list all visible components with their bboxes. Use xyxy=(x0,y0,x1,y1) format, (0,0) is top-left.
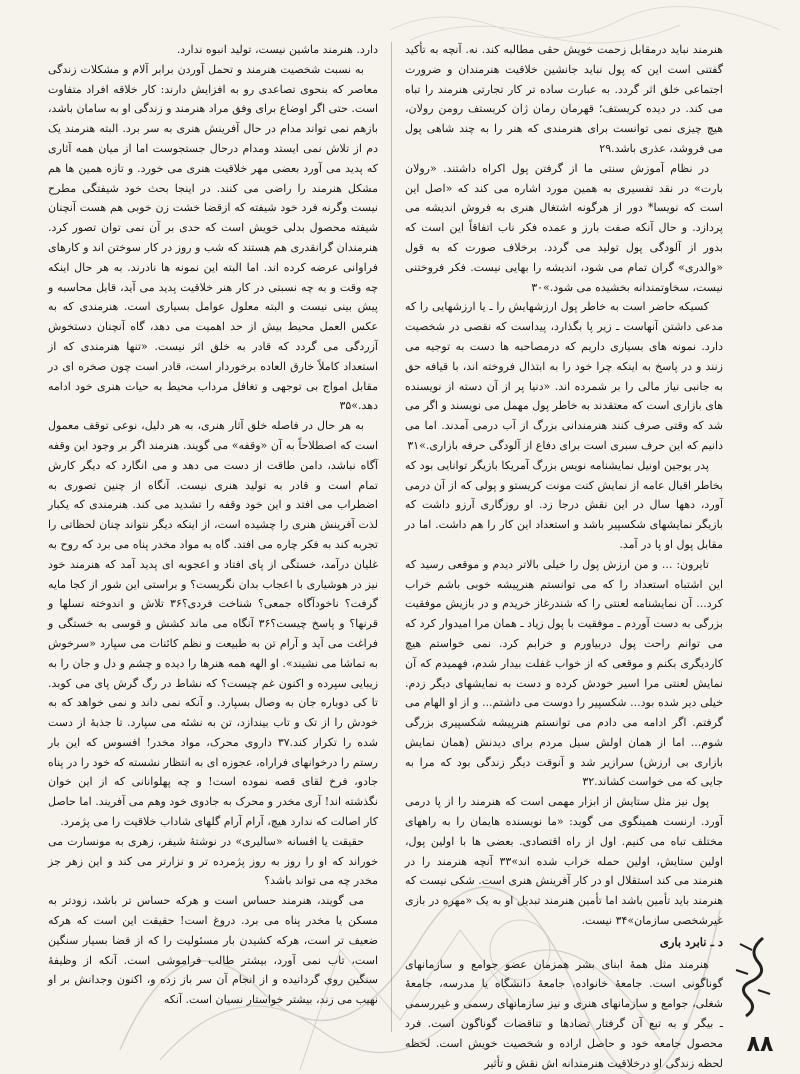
paragraph: در نظام آموزش سنتی ما از گرفتن پول اکراه داشتند. «رولان بارت» در نقد تفسیری به همین مورد اشاره می کند که «اصل این است که نویسا* دور از هرگونه اشتغال هنری به فروش اندیشه می پردازد. و حال آنکه صفت بارز و عمده فکر ناب اتفاقاً این است که بدور از آلودگی پول تولید می گردد. برخلاف صورت که به قول «والدری» گران تمام می شود، اندیشه را بهایی نیست. فکر فروختنی نیست، سخاوتمندانه بخشیده می شود.»۳۰ xyxy=(405,161,723,294)
paragraph: تایرون: ... و من ارزش پول را خیلی بالاتر دیدم و موقعی رسید که این اشتباه استعداد را که می توانستم هنرپیشه خوبی باشم خراب کرد... آن نمایشنامه لعنتی را که شندرغاز خریدم و در بازیش موفقیت بزرگی به دست آوردم ـ موفقیت با پول زیاد ـ همان مرا امیدوار کرد که می توانم راحت پول دربیاورم و خرابم کرد. نمی خواستم هیچ کاردیگری بکنم و موقعی که از خواب غفلت بیدار شدم، فهمیدم که آن نمایش لعنتی مرا اسیر خودش کرده و دست به نمایشهای دیگر زدم. خیلی دیر شده بود... شکسپیر را دوست می داشتم... و از او الهام می گرفتم. اگر ادامه می دادم می توانستم هنرپیشه شکسپیری بزرگی شوم... اما از همان اولش سیل مردم برای دیدنش (همان نمایش بازاری بی ارزش) سرازیر شد و آنوقت دیگر زندگی بود که مرا به جایی که می خواست کشاند.۳۲ xyxy=(405,557,723,789)
paragraph: حقیقت یا افسانه «سالیری» در نوشتهٔ شیفر، زهری به مونسارت می خوراند که او را روز به روز پژمرده تر و نزارتر می کند و این زهر جز مخدر چه می تواند باشد؟ xyxy=(48,834,378,888)
paragraph: می گویند، هنرمند حساس است و هرکه حساس تر باشد، زودتر به مسکن یا مخدر پناه می برد. دروغ است! حقیقت این است که هرکه ضعیف تر است، هرکه کشیدن بار مسئولیت را که از قضا بسیار سنگین است، تاب نمی آورد، بیشتر طالب فراموشی است. آنکه از وظیفهٔ سنگین روی گردانیده و از انجام آن سر باز زده و، اکنون وجدانش بر او نهیب می زند، بیشتر خواستار نسیان است. آنکه xyxy=(48,894,378,1007)
magazine-logo xyxy=(728,930,778,1020)
section-heading: د ـ نابرد باری xyxy=(659,934,723,949)
paragraph: پدر یوجین اونیل نمایشنامه نویس بزرگ آمریکا بازیگر توانایی بود که بخاطر اقبال عامه از نمایش کنت مونت کریستو و پولی که از آن درمی آورد، دهها سال در این نقش درجا زد. او روزگاری آرزو داشت که بازیگر نمایشهای شکسپیر باشد و استعداد این کار را هم داشت. اما در مقابل پول او پا در آمد. xyxy=(405,458,723,551)
paragraph: به نسبت شخصیت هنرمند و تحمل آوردن برابر آلام و مشکلات زندگی معاصر که بنحوی تصاعدی رو به افزایش دارند: کار خلاقه افراد متفاوت است. حتی اگر اوضاع برای وفق مراد هنرمند و زندگی او به سامان باشد، بازهم نمی تواند مدام در حال آفرینش هنری به سر برد. البته هنرمند یک دم از تلاش نمی ایستد ومدام درحال جستجوست اما از میان همه آثاری که پدید می آورد بعضی مهر خلاقیت هنری می خورد. و تازه همین ها هم مشکل هنرمند را راضی می کنند. در اینجا بحث خود شیفتگی مطرح نیست وگرنه فرد خود شیفته که ازقضا خشت زن خوبی هم هست آنچنان شیفته محصول بدلی خویش است که حدی بر آن نمی توان تصور کرد. هنرمندان گرانقدری هم هستند که شب و روز در کار سوختن اند و کارهای فراوانی عرضه کرده اند. اما البته این نمونه ها نادرند. به هر حال اینکه چه وقت و به چه نسبتی در کار هنر خلاقیت پدید می آید، قابل محاسبه و پیش بینی نیست و البته معلول عوامل بسیاری است. هنرمندی که به عکس العمل محیط بیش از حد اهمیت می دهد، گاه آنچنان دستخوش آزردگی می گردد که قادر به خلق اثر نیست. «تنها هنرمندی که از استعداد کاملاً خارق العاده برخوردار است، قادر است چون صخره ای در مقابل امواج بی توجهی و تغافل مرداب محیط به حیات هنری خود ادامه دهد.»۳۵ xyxy=(48,62,378,413)
page-number: ۸۸ xyxy=(746,1032,774,1057)
background-sketch-top xyxy=(380,0,800,45)
paragraph: دارد. هنرمند ماشین نیست، تولید انبوه ندارد. xyxy=(176,43,378,56)
paragraph: به هر حال در فاصله خلق آثار هنری، به هر دلیل، نوعی توقف معمول است که اصطلاحاً به آن «وقفه» می گویند. هنرمند اگر بر وجود این وقفه آگاه نباشد، دامن طاقت از دست می دهد و می انگارد که دیگر کارش تمام است و قادر به تولید هنری نیست. آنگاه از چنین تصوری به اضطراب می افتد و این خود وقفه را تشدید می کند. هنرمندی که یکبار لذت آفرینش هنری را چشیده است، از اینکه دیگر نتواند چنان لحظاتی را تجربه کند به فکر چاره می افتد. گاه به مواد مخدر پناه می برد که روح به غلیان درآمد، خستگی از پای افتاد و اعجوبه ای پدید آمد که هنرمند خود نیز در هوشیاری با اعجاب بدان نگریست؟ و براستی این شور از کجا مایه گرفت؟ ناخودآگاه جمعی؟ شناخت فردی؟۳۶ تلاش و اندوخته نسلها و قرنها؟ و پاسخ چیست؟۳۶ آنگاه می ماند کشش و قوسی به خستگی و فراغت می آید و آرام تن به طبیعت و نظم کائنات می سپارد «سرخوش به تماشا می نشیند». او الهه همه هنرها را دیده و چشم و دل و جان را به زیبایی سپرده و اکنون غم چیست؟ که نشاط در رگ گرش پای می کوبد. تا کی دوباره جان به وصال بسپارد. و آنکه نمی داند و نمی خواهد که به خودش را از تک و تاب بیندازد، تن به نشئه می سپارد. تا جذبهٔ از دست شده را تکرار کند.۳۷ داروی محرک، مواد مخدر! افسوس که این بار رستم را درخوانهای فراراه، عجوزه ای به انتظار نشسته که خود را در پناه جادو، فرخ لقای قصه نموده است! و چه پهلوانانی که از این خوان نگذشته اند! آری مخدر و محرک به جادوی خود وهم می آفریند. اما حاصل کار اصالت که ندارد هیچ، آرام آرام گلهای شاداب خلاقیت را می پژمرد. xyxy=(48,419,378,829)
paragraph: هنرمند نباید درمقابل زحمت خویش حقی مطالبه کند. نه. آنچه به تأکید گفتنی است این که پول نباید جانشین خلاقیت هنرمندان و ضرورت اجتماعی خلق اثر گردد. به عبارت ساده تر کار تجارتی هنرمند را تباه می کند. در دیده کریستف؛ قهرمان رمان ژان کریستف رومن رولان، هیچ چیزی نمی توانست برای هنرمندی که هنر را به چند شاهی پول می فروشد، عذری باشد.۲۹ xyxy=(405,43,723,155)
paragraph: پول نیز مثل ستایش از ابزار مهمی است که هنرمند را از پا درمی آورد. ارنست همینگوی می گوید: «ما نویسنده هایمان را به راههای مختلف تباه می کنیم. اول از راه اقتصادی. بعضی ها با اولین پول، اولین ستایش، اولین حمله خراب شده اند»۳۳ آنچه هنرمند را در هنرمند می کند استقلال او در کار آفرینش هنری است. شکی نیست که هنرمند باید تأمین باشد اما تأمین هنرمند تبدیل او به یک «مهره در بازی غیرشخصی سازمان»۳۴ نیست. xyxy=(405,795,724,928)
paragraph: هنرمند مثل همهٔ ابنای بشر همزمان عضو جوامع و سازمانهای گوناگونی است. جامعهٔ خانواده، جامعهٔ دانشگاه یا مدرسه، جامعهٔ شغلی، جوامع و سازمانهای هنری و نیز سازمانهای رسمی و غیررسمی ـ بیگر و به تبع آن گرفتار تضادها و تناقضات گوناگون است. فرد محصول جامعه خود و حاصل اراده و شخصیت خویش است. لحظه لحظه زندگی او درخلاقیت هنرمندانه اش نقش و تأثیر xyxy=(405,957,723,1070)
background-sketch xyxy=(100,790,740,1070)
paragraph: کسیکه حاضر است به خاطر پول ارزشهایش را ـ یا ارزشهایی را که مدعی داشتن آنهاست ـ زیر پا بگذارد، پیداست که نقصی در شخصیت دارد. نمونه های بسیاری داریم که درمصاحبه ها دست به توجیه می زنند و در پاسخ به اینکه چرا خود را به ابتذال فروخته اند، با قیافه حق به جانبی نیاز مالی را بر شمرده اند. «دنیا پر از آن دسته از نویسنده های بازاری است که معتقدند به خاطر پول مهمل می نویسند و اگر می شد که وقتی صرف کنند هنرمندانی بزرگ از آب درمی آمدند. اما می دانیم که این حرف سبری است برای دفاع از آلودگی حرفه بازاری.»۳۱ xyxy=(405,300,723,452)
